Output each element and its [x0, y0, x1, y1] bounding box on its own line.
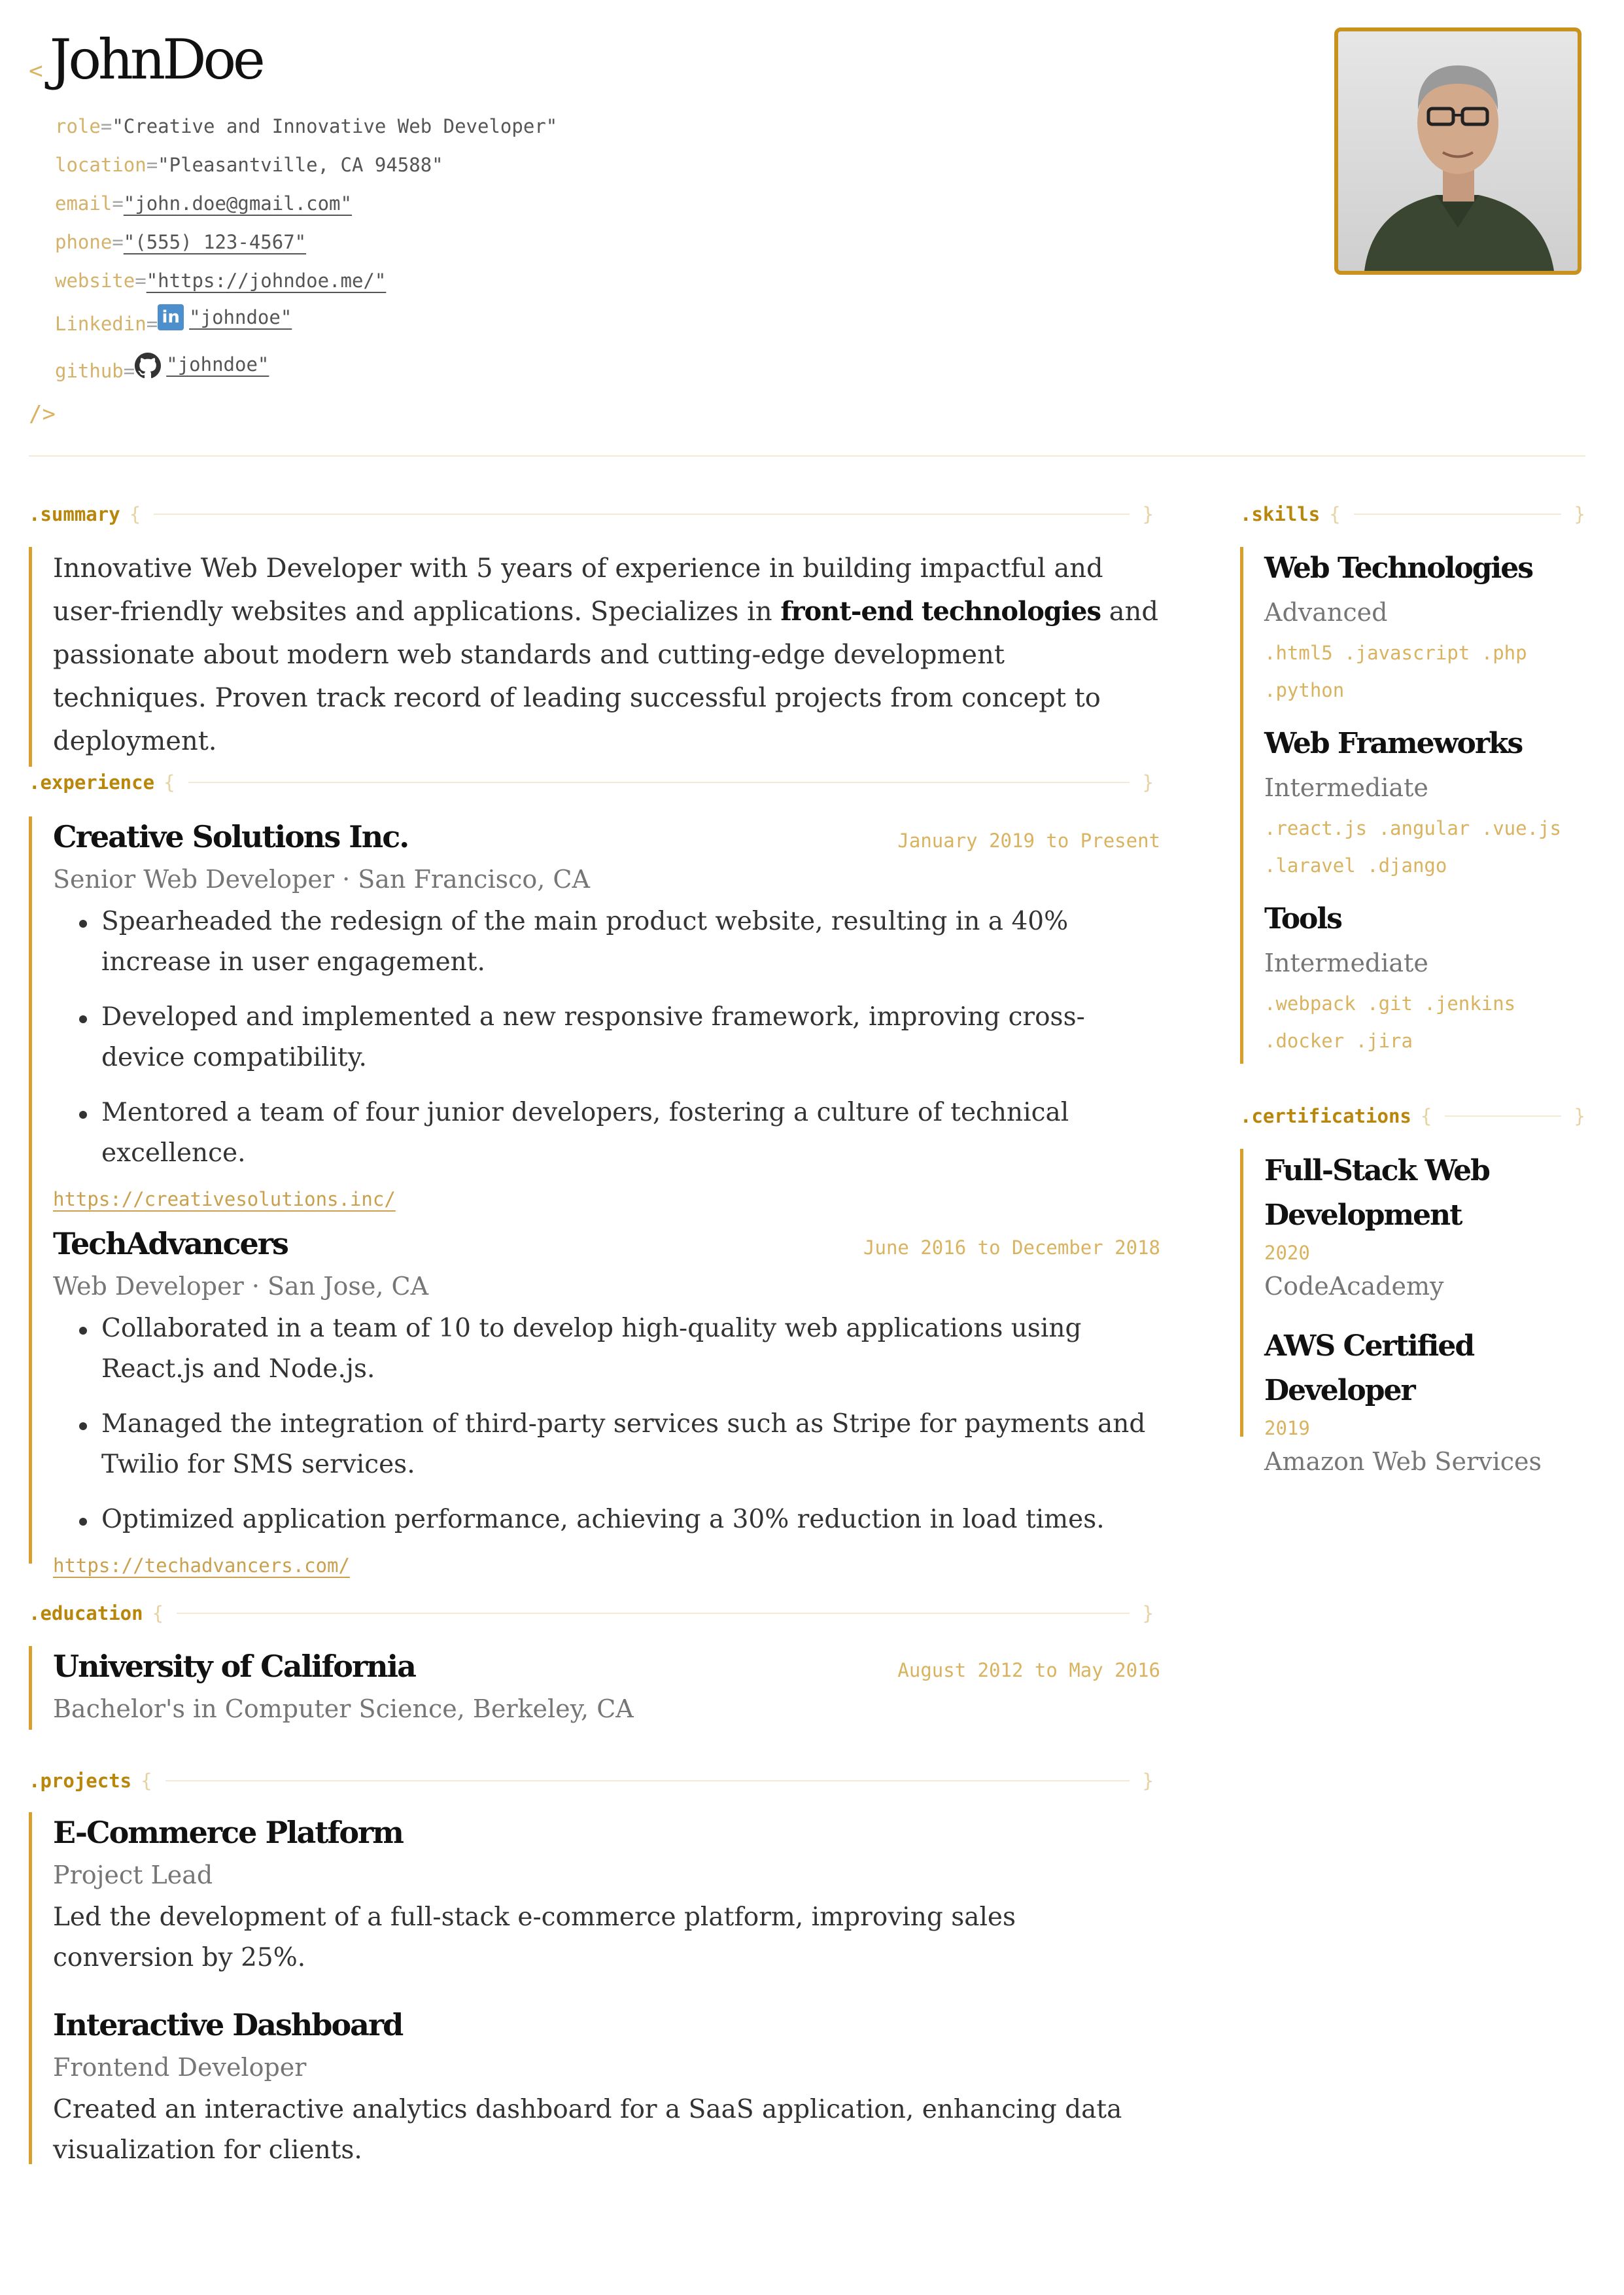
experience-entry — [53, 816, 1160, 1216]
skill-name: Tools — [1264, 902, 1341, 936]
contact-github — [55, 347, 1585, 394]
profile-photo — [1334, 27, 1581, 275]
certification-entry — [1264, 1324, 1585, 1480]
entry-header — [53, 1223, 1160, 1264]
achievement-list — [53, 902, 1160, 1174]
section-title: .experience — [29, 771, 155, 794]
position-location: Web Developer · San Jose, CA — [53, 1272, 429, 1301]
project-role: Frontend Developer — [53, 2053, 307, 2082]
certification-issuer: Amazon Web Services — [1264, 1447, 1542, 1476]
open-brace: { — [1329, 503, 1341, 525]
achievement-item: Mentored a team of four junior developers, fostering a culture of technical excellence. — [79, 1093, 1160, 1174]
close-brace: } — [1574, 1105, 1585, 1127]
equals-sign: = — [146, 313, 158, 335]
github-link[interactable]: "johndoe" — [166, 353, 269, 376]
open-brace: { — [164, 771, 175, 794]
certification-name-cont: Development — [1264, 1199, 1462, 1232]
project-description: Created an interactive analytics dashboard for a SaaS application, enhancing data visualization for clients. — [53, 2095, 1122, 2165]
project-name: E-Commerce Platform — [53, 1815, 403, 1850]
contact-key: location — [55, 154, 147, 176]
contact-key: email — [55, 192, 112, 215]
project-name: Interactive Dashboard — [53, 2007, 403, 2042]
close-brace: } — [1142, 1770, 1154, 1792]
experience-entry — [53, 1223, 1160, 1582]
open-tag: < — [29, 58, 43, 84]
skill-level: Intermediate — [1264, 949, 1428, 977]
skill-name: Web Frameworks — [1264, 727, 1523, 760]
equals-sign: = — [112, 192, 124, 215]
skills-heading — [1240, 501, 1585, 527]
skill-group — [1264, 722, 1585, 885]
person-portrait-icon — [1338, 31, 1578, 271]
achievement-item: Optimized application performance, achieving a 30% reduction in load times. — [79, 1499, 1160, 1540]
company-name: Creative Solutions Inc. — [53, 819, 409, 854]
company-url[interactable]: https://techadvancers.com/ — [53, 1554, 350, 1577]
position-location: Senior Web Developer · San Francisco, CA — [53, 865, 590, 894]
education-block — [29, 1646, 1160, 1730]
open-brace: { — [141, 1770, 152, 1792]
section-line — [177, 1613, 1129, 1614]
summary-text — [53, 547, 1160, 763]
achievement-item: Spearheaded the redesign of the main product website, resulting in a 40% increase in user engagement. — [79, 902, 1160, 983]
section-line — [1354, 514, 1561, 515]
section-title: .summary — [29, 503, 120, 525]
open-brace: { — [129, 503, 141, 525]
summary-block — [29, 547, 1160, 767]
open-brace: { — [152, 1602, 164, 1624]
project-role: Project Lead — [53, 1861, 213, 1889]
equals-sign: = — [135, 270, 147, 292]
summary-highlight: front-end technologies — [780, 596, 1101, 627]
certification-name: Full-Stack Web — [1264, 1154, 1489, 1187]
section-line — [165, 1780, 1130, 1781]
achievement-item: Managed the integration of third-party services such as Stripe for payments and Twilio for SMS services. — [79, 1404, 1160, 1485]
close-brace: } — [1142, 503, 1154, 525]
summary-text-start: Innovative Web Developer with 5 years of experience in building impactful and user-friendly websites and applications. Specializes in — [53, 553, 1103, 627]
close-tag: /> — [29, 401, 56, 427]
skill-name: Web Technologies — [1264, 552, 1533, 585]
achievement-item: Developed and implemented a new responsive framework, improving cross-device compatibility. — [79, 997, 1160, 1078]
candidate-name: JohnDoe — [49, 27, 262, 92]
entry-date: August 2012 to May 2016 — [897, 1659, 1160, 1681]
linkedin-icon[interactable]: in — [158, 304, 184, 330]
close-brace: } — [1142, 1602, 1154, 1624]
education-heading — [29, 1600, 1154, 1626]
projects-block — [29, 1812, 1160, 2164]
company-url[interactable]: https://creativesolutions.inc/ — [53, 1188, 396, 1210]
skills-block — [1240, 547, 1585, 1064]
summary-heading — [29, 501, 1154, 527]
website-link[interactable]: "https://johndoe.me/" — [146, 270, 387, 292]
open-brace: { — [1420, 1105, 1432, 1127]
github-icon[interactable] — [135, 353, 161, 379]
certification-entry — [1264, 1149, 1585, 1305]
header-divider — [29, 455, 1585, 457]
school-name: University of California — [53, 1649, 415, 1684]
equals-sign: = — [123, 360, 135, 382]
contact-key: Linkedin — [55, 313, 147, 335]
section-title: .projects — [29, 1770, 132, 1792]
summary-text-end: and passionate about modern web standards and cutting-edge development techniques. Proven track record of leading successful projects from concept to deployment. — [53, 597, 1158, 756]
certifications-heading — [1240, 1103, 1585, 1129]
section-title: .skills — [1240, 503, 1321, 525]
company-name: TechAdvancers — [53, 1226, 288, 1261]
skill-tags: .react.js .angular .vue.js — [1264, 817, 1561, 839]
entry-header — [53, 1646, 1160, 1687]
section-line — [154, 514, 1129, 515]
projects-heading — [29, 1768, 1154, 1794]
skill-tags: .webpack .git .jenkins — [1264, 992, 1516, 1015]
role-value: "Creative and Innovative Web Developer" — [112, 115, 558, 137]
location-value: "Pleasantville, CA 94588" — [158, 154, 443, 176]
skill-tags: .docker .jira — [1264, 1030, 1413, 1052]
section-title: .certifications — [1240, 1105, 1411, 1127]
entry-header — [53, 816, 1160, 857]
skill-level: Advanced — [1264, 598, 1388, 627]
equals-sign: = — [146, 154, 158, 176]
certification-issuer: CodeAcademy — [1264, 1272, 1444, 1301]
contact-key: phone — [55, 231, 112, 253]
close-brace: } — [1142, 771, 1154, 794]
equals-sign: = — [100, 115, 112, 137]
achievement-list — [53, 1308, 1160, 1540]
contact-key: role — [55, 115, 101, 137]
contact-key: github — [55, 360, 124, 382]
contact-key: website — [55, 270, 135, 292]
experience-heading — [29, 769, 1154, 796]
entry-date: June 2016 to December 2018 — [863, 1236, 1160, 1259]
project-entry — [53, 1812, 1160, 1978]
contact-linkedin — [55, 300, 1585, 347]
certification-year: 2019 — [1264, 1417, 1310, 1439]
phone-link[interactable]: "(555) 123-4567" — [123, 231, 307, 253]
certification-name: AWS Certified Developer — [1264, 1329, 1474, 1407]
section-line — [1445, 1115, 1561, 1117]
section-line — [188, 782, 1130, 783]
entry-date: January 2019 to Present — [897, 830, 1160, 852]
equals-sign: = — [112, 231, 124, 253]
email-link[interactable]: "john.doe@gmail.com" — [123, 192, 352, 215]
skill-level: Intermediate — [1264, 773, 1428, 802]
project-description: Led the development of a full-stack e-commerce platform, improving sales conversion by 25%. — [53, 1902, 1016, 1972]
skill-tags: .html5 .javascript .php — [1264, 642, 1527, 664]
close-brace: } — [1574, 503, 1585, 525]
project-entry — [53, 2005, 1160, 2171]
experience-block — [29, 816, 1160, 1577]
skill-tags: .laravel .django — [1264, 854, 1447, 877]
skill-group — [1264, 898, 1585, 1060]
certifications-block — [1240, 1149, 1585, 1476]
linkedin-link[interactable]: "johndoe" — [189, 306, 292, 328]
achievement-item: Collaborated in a team of 10 to develop high-quality web applications using React.js and Node.js. — [79, 1308, 1160, 1390]
skill-tags: .python — [1264, 679, 1345, 701]
certification-year: 2020 — [1264, 1242, 1310, 1264]
section-title: .education — [29, 1602, 143, 1624]
degree: Bachelor's in Computer Science, Berkeley, CA — [53, 1694, 634, 1723]
skill-group — [1264, 547, 1585, 709]
